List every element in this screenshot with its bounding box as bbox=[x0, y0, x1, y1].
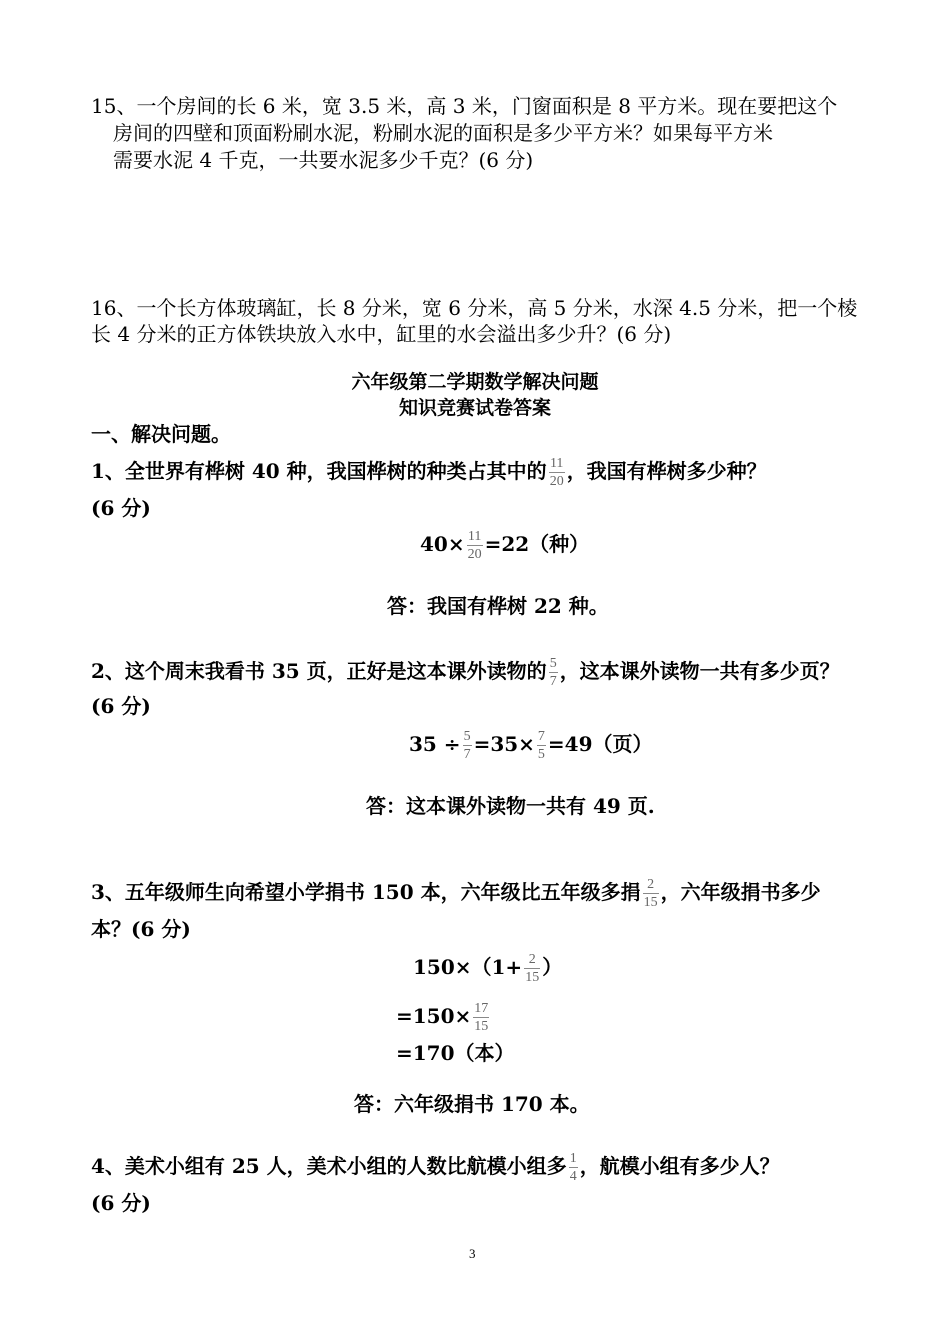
a2-question: 2、这个周末我看书 35 页，正好是这本课外读物的 $\frac{5}{7}$ ，这本课外读物一共有多少页？ bbox=[91, 656, 840, 689]
q16-line1: 16、一个长方体玻璃缸，长 8 分米，宽 6 分米，高 5 分米，水深 4.5 分米，把一个棱 bbox=[91, 296, 858, 320]
fraction: $\frac{17}{15}$ bbox=[474, 1001, 489, 1034]
q15-line1: 15、一个房间的长 6 米，宽 3.5 米，高 3 米，门窗面积是 8 平方米。现在要把这个 bbox=[91, 94, 838, 118]
a2-answer: 答：这本课外读物一共有 49 页. bbox=[366, 794, 655, 818]
fraction: $\frac{2}{15}$ bbox=[643, 877, 658, 910]
a1-score: (6 分) bbox=[91, 496, 151, 520]
a3-answer: 答：六年级捐书 170 本。 bbox=[354, 1092, 590, 1116]
answer-title-line2: 知识竞赛试卷答案 bbox=[398, 397, 551, 419]
a4-score: (6 分) bbox=[91, 1191, 151, 1215]
a2-score: (6 分) bbox=[91, 694, 151, 718]
q15-line2: 房间的四壁和顶面粉刷水泥，粉刷水泥的面积是多少平方米？如果每平方米 bbox=[113, 121, 773, 145]
fraction: $\frac{2}{15}$ bbox=[525, 952, 540, 985]
a3-calculation-2: =150× $\frac{17}{15}$ bbox=[396, 1001, 489, 1034]
a3-question: 3、五年级师生向希望小学捐书 150 本，六年级比五年级多捐 $\frac{2}{15}$ ，六年级捐书多少 bbox=[91, 877, 821, 910]
a1-question: 1、全世界有桦树 40 种，我国桦树的种类占其中的 $\frac{11}{20}$ ，我国有桦树多少种？ bbox=[91, 456, 767, 489]
a4-question: 4、美术小组有 25 人，美术小组的人数比航模小组多 $\frac{1}{4}$ ，航模小组有多少人？ bbox=[91, 1151, 780, 1184]
fraction: $\frac{7}{5}$ bbox=[537, 729, 545, 762]
fraction: $\frac{11}{20}$ bbox=[549, 456, 564, 489]
a3-calculation-1: 150×（1+ $\frac{2}{15}$ ） bbox=[413, 952, 563, 985]
q16-line2: 长 4 分米的正方体铁块放入水中，缸里的水会溢出多少升？(6 分) bbox=[91, 322, 672, 346]
answer-title-line1: 六年级第二学期数学解决问题 bbox=[351, 371, 599, 393]
a1-answer: 答：我国有桦树 22 种。 bbox=[387, 594, 609, 618]
a3-question-line2: 本？(6 分) bbox=[91, 917, 191, 941]
a3-calculation-3: =170（本） bbox=[396, 1041, 515, 1065]
fraction: $\frac{1}{4}$ bbox=[569, 1151, 577, 1184]
fraction: $\frac{5}{7}$ bbox=[549, 656, 557, 689]
section-heading: 一、解决问题。 bbox=[91, 422, 231, 446]
q15-line3: 需要水泥 4 千克，一共要水泥多少千克？(6 分) bbox=[113, 148, 534, 172]
a1-calculation: 40× $\frac{11}{20}$ =22（种） bbox=[420, 529, 590, 562]
a2-calculation: 35 ÷ $\frac{5}{7}$ =35× $\frac{7}{5}$ =49（页） bbox=[409, 729, 653, 762]
page-number: 3 bbox=[469, 1246, 476, 1261]
fraction: $\frac{11}{20}$ bbox=[467, 529, 482, 562]
fraction: $\frac{5}{7}$ bbox=[463, 729, 471, 762]
